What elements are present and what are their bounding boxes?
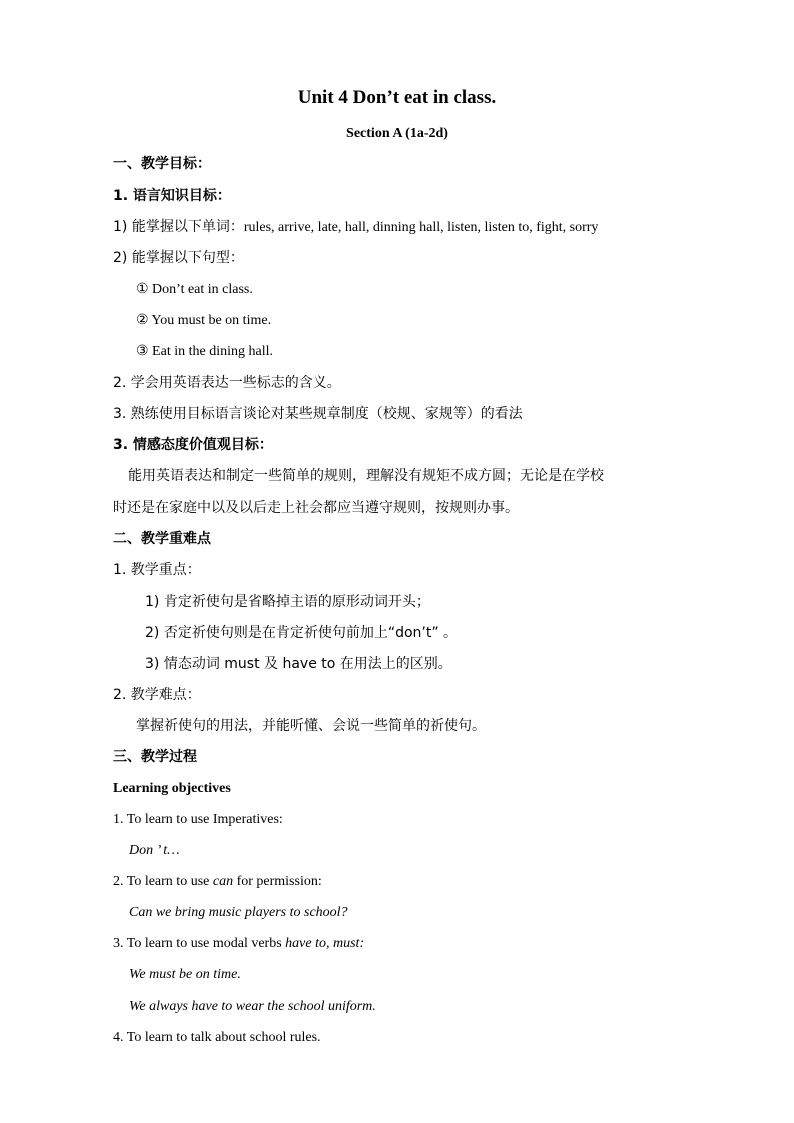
objective-1-example: Don ’ t… xyxy=(129,843,180,858)
emotion-paragraph-line-2: 时还是在家庭中以及以后走上社会都应当遵守规则，按规则办事。 xyxy=(113,500,519,516)
objective-2-emphasis: can xyxy=(212,874,234,889)
objective-3-example-2: We always have to wear the school uniform. xyxy=(129,999,376,1014)
section-heading-objectives: 一、教学目标： xyxy=(113,156,211,172)
section-heading-key-points: 二、教学重难点 xyxy=(113,531,211,547)
sentence-patterns-item: 2) 能掌握以下句型： xyxy=(113,250,244,266)
subheading-language-knowledge: 1. 语言知识目标： xyxy=(113,188,231,204)
learning-objectives-heading: Learning objectives xyxy=(113,781,231,796)
key-point-1: 1) 肯定祈使句是省略掉主语的原形动词开头； xyxy=(145,594,430,610)
vocabulary-words: rules, arrive, late, hall, dinning hall, listen, listen to, fight, sorry xyxy=(243,220,599,235)
sentence-pattern-1: ① Don’t eat in class. xyxy=(136,282,253,297)
sentence-pattern-3: ③ Eat in the dining hall. xyxy=(136,344,273,359)
objective-3-example-1: We must be on time. xyxy=(129,967,241,982)
objective-2-pre: 2. To learn to use xyxy=(113,874,213,889)
objective-3-emphasis: have to, must: xyxy=(285,936,365,951)
key-point-2: 2) 否定祈使句则是在肯定祈使句前加上“don’t” 。 xyxy=(145,625,458,641)
vocabulary-item xyxy=(113,218,598,237)
key-points-heading: 1. 教学重点： xyxy=(113,562,201,578)
difficulty-text: 掌握祈使句的用法，并能听懂、会说一些简单的祈使句。 xyxy=(136,718,486,734)
document-subtitle: Section A (1a-2d) xyxy=(346,126,448,141)
difficulty-heading: 2. 教学难点： xyxy=(113,687,201,703)
objective-2-post: for permission: xyxy=(233,874,322,889)
objective-rules-discussion: 3. 熟练使用目标语言谈论对某些规章制度（校规、家规等）的看法 xyxy=(113,406,523,422)
section-heading-process: 三、教学过程 xyxy=(113,749,197,765)
key-point-3: 3) 情态动词 must 及 have to 在用法上的区别。 xyxy=(145,656,452,672)
document-title: Unit 4 Don’t eat in class. xyxy=(297,87,497,108)
objective-3 xyxy=(113,935,364,953)
objective-2-example: Can we bring music players to school? xyxy=(129,905,348,920)
objective-1: 1. To learn to use Imperatives: xyxy=(113,812,283,827)
subheading-emotion-values: 3. 情感态度价值观目标： xyxy=(113,437,273,453)
vocabulary-prefix: 1) 能掌握以下单词： xyxy=(113,219,244,235)
emotion-paragraph-line-1: 能用英语表达和制定一些简单的规则，理解没有规矩不成方圆；无论是在学校 xyxy=(128,468,604,484)
objective-3-pre: 3. To learn to use modal verbs xyxy=(113,936,286,951)
sentence-pattern-2: ② You must be on time. xyxy=(136,313,272,328)
objective-4: 4. To learn to talk about school rules. xyxy=(113,1030,321,1045)
objective-2 xyxy=(113,873,322,891)
objective-signs: 2. 学会用英语表达一些标志的含义。 xyxy=(113,375,341,391)
